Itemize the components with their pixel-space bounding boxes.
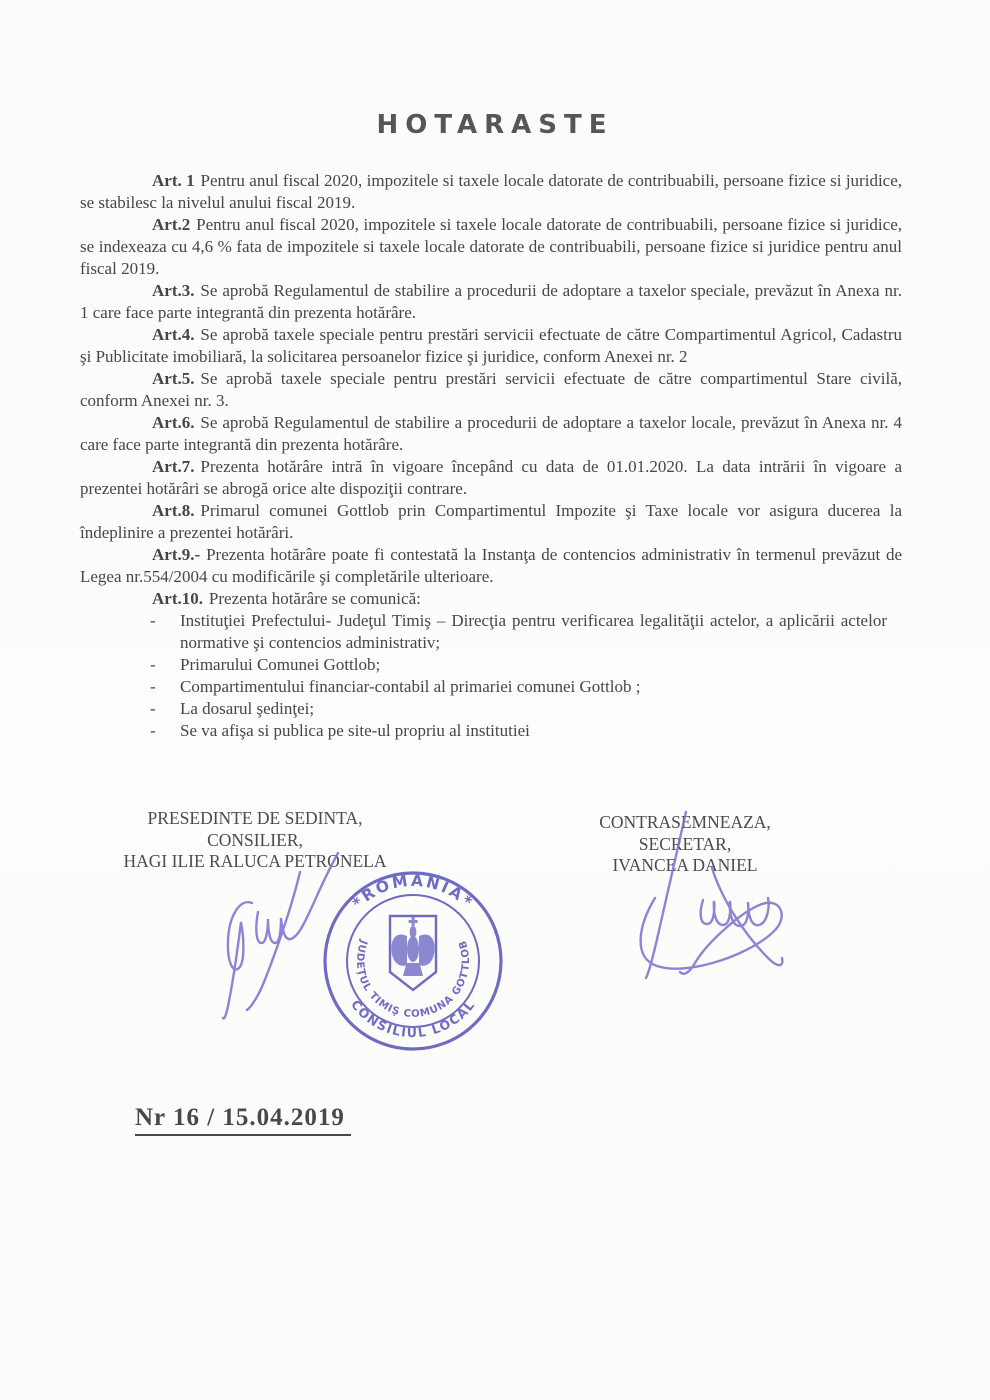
stamp-ring-text: JUDEŢUL TIMIŞ COMUNA GOTTLOB [353,938,473,1021]
article-5-text: Se aprobă taxele speciale pentru prestări servicii efectuate de către compartimentul Stare civilă, conform Anexei nr. 3. [80,369,902,410]
secretary-name: IVANCEA DANIEL [612,855,758,875]
article-9-text: Prezenta hotărâre poate fi contestată la Instanţa de contencios administrativ în termenul prevăzut de Legea nr.554/2004 cu modificările şi completările ulterioare. [80,545,902,586]
article-6-text: Se aprobă Regulamentul de stabilire a procedurii de adoptare a taxelor locale, prevăzut în Anexa nr. 4 care face parte integrantă din prezenta hotărâre. [80,413,902,454]
document-body [80,170,902,742]
document-title: HOTARASTE [376,110,614,140]
article-1-text: Pentru anul fiscal 2020, impozitele si taxele locale datorate de contribuabili, persoane fizice si juridice, se stabilesc la nivelul anului fiscal 2019. [80,171,903,212]
article-2-text: Pentru anul fiscal 2020, impozitele si taxele locale datorate de contribuabili, persoane fizice si juridice, se indexeaza cu 4,6 % fata de impozitele si taxele locale datorate de contribuabili, persoane fizice si juridice pentru anul fiscal 2019. [80,215,902,278]
stamp-bottom-text: CONSILIUL LOCAL [348,996,478,1041]
secretary-role: CONTRASEMNEAZA, [599,812,771,832]
article-10-label: Art.10. [152,589,203,608]
signature-block-secretary [555,812,815,877]
article-3-label: Art.3. [152,281,195,300]
list-item [135,676,902,698]
president-subrole: CONSILIER, [207,829,303,850]
article-1-label: Art. 1 [152,171,195,190]
list-item [135,610,902,654]
list-item [135,720,902,742]
article-4 [80,324,902,368]
stamp-country-text: *ROMÂNIA* [348,871,478,913]
list-item-text: Primarului Comunei Gottlob; [180,655,381,674]
article-5-label: Art.5. [152,369,195,388]
dash-marker: - [150,655,156,674]
list-item [135,698,902,720]
decision-number: Nr 16 / 15.04.2019 [135,1104,351,1136]
list-item-text: Compartimentului financiar-contabil al primariei comunei Gottlob ; [180,677,641,696]
dash-marker: - [150,677,156,696]
svg-text:*ROMÂNIA* [349,871,477,913]
secretary-subrole: SECRETAR, [638,833,732,854]
article-3 [80,280,902,324]
article-9 [80,544,902,588]
article-4-text: Se aprobă taxele speciale pentru prestări servicii efectuate de către Compartimentul Agricol, Cadastru şi Publicitate imobiliară, la solicitarea persoanelor fizice şi juridice, conform Anexei nr. 2 [80,325,902,366]
article-5 [80,368,902,412]
dash-marker: - [150,699,156,718]
council-stamp [318,866,508,1056]
dash-marker: - [150,721,156,740]
article-4-label: Art.4. [152,325,195,344]
list-item-text: Se va afişa si publica pe site-ul propriu al institutiei [180,721,530,740]
article-7 [80,456,902,500]
stamp-eagle-icon [391,917,434,976]
list-item [135,654,902,676]
dash-marker: - [150,611,156,630]
article-9-label: Art.9.- [152,545,201,564]
president-name: HAGI ILIE RALUCA PETRONELA [123,851,387,871]
article-8-text: Primarul comunei Gottlob prin Compartimentul Impozite şi Taxe locale vor asigura ducerea la îndeplinire a prezentei hotărâri. [80,501,902,542]
article-10 [80,588,902,610]
article-3-text: Se aprobă Regulamentul de stabilire a procedurii de adoptare a taxelor speciale, prevăzut în Anexa nr. 1 care face parte integrantă din prezenta hotărâre. [80,281,902,322]
president-role: PRESEDINTE DE SEDINTA, [147,808,363,828]
distribution-list [80,610,902,742]
article-1 [80,170,902,214]
article-10-text: Prezenta hotărâre se comunică: [208,589,421,608]
article-2 [80,214,902,280]
article-6-label: Art.6. [152,413,195,432]
signature-block-president [110,808,400,873]
article-2-label: Art.2 [152,215,191,234]
article-7-text: Prezenta hotărâre intră în vigoare începând cu data de 01.01.2020. La data intrării în vigoare a prezentei hotărâri se abrogă orice alte dispoziţii contrare. [80,457,902,498]
article-7-label: Art.7. [152,457,195,476]
list-item-text: Instituţiei Prefectului- Judeţul Timiş – Direcţia pentru verificarea legalităţii actelor, a aplicării actelor normative şi contencios administrativ; [180,611,887,652]
article-6 [80,412,902,456]
article-8-label: Art.8. [152,501,195,520]
list-item-text: La dosarul şedinţei; [180,699,315,718]
article-8 [80,500,902,544]
